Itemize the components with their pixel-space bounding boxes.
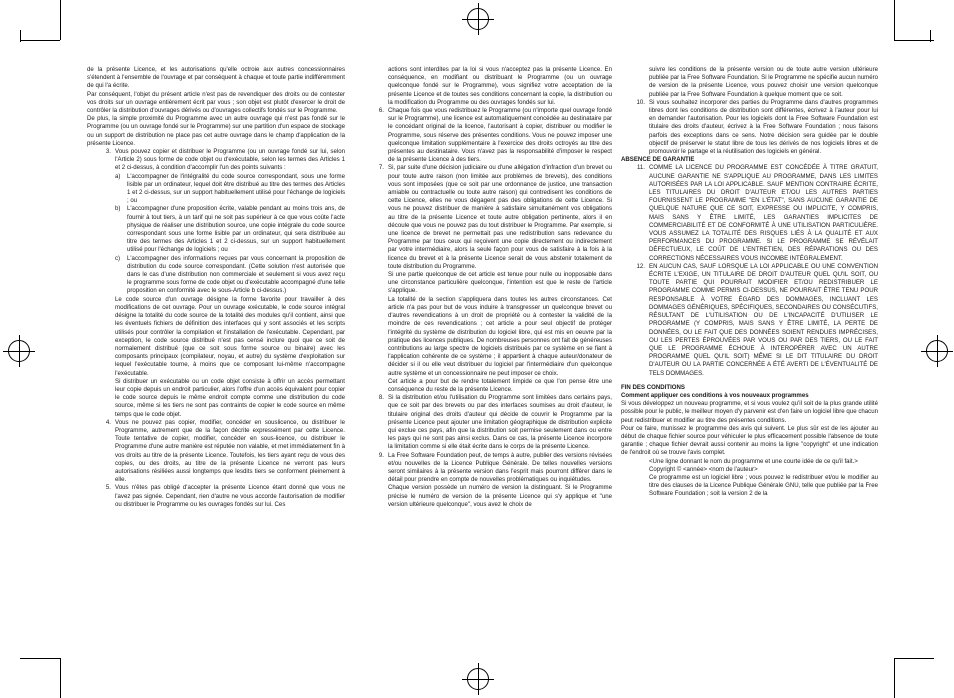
paragraph: suivre les conditions de la présente version ou de toute autre version ultérieure publiée par la Free Software Foundation. Si le Programme ne spécifie aucun numéro de version de la présente Licence, vous pouvez choisir une version quelconque publiée par la Free Software Foundation à quelque moment que ce soit. — [649, 66, 878, 98]
text-column-right — [621, 66, 878, 499]
clause-number: c) — [115, 254, 121, 262]
crop-mark — [894, 658, 895, 698]
numbered-clause — [87, 148, 345, 173]
numbered-clause — [621, 99, 878, 156]
sub-clause — [87, 205, 345, 254]
clause-text: L'accompagner de l'intégralité du code source correspondant, sous une forme lisible par un ordinateur, lequel doit être distribué au titre des termes des Articles 1 et 2 ci-dessus, sur un support habituellement utilisé pour l'échange de logiciels ; ou — [127, 172, 345, 205]
sub-clause — [87, 173, 345, 206]
paragraph: Pour ce faire, munissez le programme des avis qui suivent. Le plus sûr est de les ajouter au début de chaque fichier source pour véhiculer le plus efficacement possible l'absence de toute garantie ; chaque fichier devrait aussi contenir au moins la ligne "copyright" et une indication de l'endroit où se trouve l'avis complet. — [621, 424, 878, 457]
clause-number: 11. — [636, 164, 645, 172]
clause-text: L'accompagner d'une proposition écrite, valable pendant au moins trois ans, de fournir à tout tiers, à un tarif qui ne soit pas supérieur à ce que vous coûte l'acte physique de réaliser une distribution source, une copie intégrale du code source correspondant sous une forme lisible par un ordinateur, qui sera distribuée au titre des termes des Articles 1 et 2 ci-dessus, sur un support habituellement utilisé pour l'échange de logiciels ; ou — [127, 205, 345, 254]
paragraph: <Une ligne donnant le nom du programme et une courte idée de ce qu'il fait.> — [649, 457, 858, 465]
clause-number: 10. — [636, 98, 645, 106]
clause-number: a) — [115, 172, 121, 180]
clause-number: 8. — [378, 394, 384, 402]
section-heading: ABSENCE DE GARANTIE — [621, 156, 695, 164]
clause-number: 3. — [105, 148, 111, 156]
clause-text: Si la distribution et/ou l'utilisation du Programme sont limitées dans certains pays, que ce soit par des brevets ou par des interfaces soumises au droit d'auteur, le titulaire original des droits d'auteur qui décide de couvrir le Programme par la présente Licence peut ajouter une limitation géographique de distribution explicite qui exclue ces pays, afin que la distribution soit permise seulement dans ou entre les pays qui ne sont pas ainsi exclus. Dans ce cas, la présente Licence incorpore la limitation comme si elle était écrite dans le corps de la présente Licence. — [388, 394, 612, 451]
paragraph: Si distribuer un exécutable ou un code objet consiste à offrir un accès permettant leur copie depuis un endroit particulier, alors l'offre d'un accès équivalent pour copier le code source depuis le même endroit compte comme une distribution du code source, même si les tiers ne sont pas contraints de copier le code source en même temps que le code objet. — [115, 377, 345, 418]
numbered-clause — [621, 164, 878, 262]
crop-mark — [894, 658, 934, 659]
clause-text: La Free Software Foundation peut, de temps à autre, publier des versions révisées et/ou nouvelles de la Licence Publique Générale. De telles nouvelles versions seront similaires à la présente version dans l'esprit mais pourront différer dans le détail pour prendre en compte de nouvelles problématiques ou inquiétudes. — [388, 451, 612, 484]
numbered-clause — [360, 452, 612, 485]
crop-mark — [60, 658, 61, 698]
paragraph: Ce programme est un logiciel libre ; vous pouvez le redistribuer et/ou le modifier au titre des clauses de la Licence Publique Générale GNU, telle que publiée par la Free Software Foundation ; soit la version 2 de la — [649, 473, 878, 498]
clause-text: Vous pouvez copier et distribuer le Programme (ou un ouvrage fondé sur lui, selon l'Article 2) sous forme de code objet ou d'exécutable, selon les termes des Articles 1 et 2 ci-dessus, à condition d'accomplir l'un des points suivants : — [115, 148, 345, 172]
clause-text: L'accompagner des informations reçues par vous concernant la proposition de distribution du code source correspondant. (Cette solution n'est autorisée que dans le cas d'une distribution non commerciale et seulement si vous avez reçu le programme sous forme de code objet ou d'exécutable accompagné d'une telle proposition en conformité avec le sous-Article b ci-dessus.) — [127, 254, 345, 295]
clause-number: b) — [115, 205, 121, 213]
text-column-left — [87, 66, 345, 509]
section-heading: Comment appliquer ces conditions à vos nouveaux programmes — [621, 391, 809, 399]
clause-text: Chaque fois que vous redistribuez le Programme (ou n'importe quel ouvrage fondé sur le Programme), une licence est automatiquement concédée au destinataire par le concédant original de la licence, l'autorisant à copier, distribuer ou modifier le Programme, sous réserve des présentes conditions. Vous ne pouvez imposer une quelconque limitation supplémentaire à l'exercice des droits octroyés au titre des présentes au destinataire. Vous n'avez pas la responsabilité d'imposer le respect de la présente Licence à des tiers. — [388, 107, 612, 164]
numbered-clause — [360, 164, 612, 271]
crop-mark — [20, 30, 21, 42]
crop-mark — [60, 0, 61, 40]
crop-mark — [894, 0, 895, 40]
sub-clause — [87, 255, 345, 296]
registration-mark — [8, 340, 30, 362]
clause-number: 12. — [636, 262, 645, 270]
numbered-clause — [87, 419, 345, 485]
paragraph: Si une partie quelconque de cet article est tenue pour nulle ou inopposable dans une circonstance particulière quelconque, l'intention est que le reste de l'article s'applique. — [388, 271, 612, 295]
crop-mark — [20, 40, 60, 41]
clause-number: 9. — [378, 451, 384, 459]
paragraph: De plus, la simple proximité du Programme avec un autre ouvrage qui n'est pas fondé sur le Programme (ou un ouvrage fondé sur le Programme) sur une partition d'un espace de stockage ou un support de distribution ne place pas cet autre ouvrage dans le champ d'application de la présente Licence. — [87, 115, 345, 147]
clause-text: Vous n'êtes pas obligé d'accepter la présente Licence étant donné que vous ne l'avez pas signée. Cependant, rien d'autre ne vous accorde l'autorisation de modifier ou distribuer le Programme ou les ouvrages fondés sur lui. Ces — [115, 484, 345, 508]
clause-number: 6. — [378, 107, 384, 115]
paragraph: Le code source d'un ouvrage désigne la forme favorite pour travailler à des modifications de cet ouvrage. Pour un ouvrage exécutable, le code source intégral désigne la totalité du code source de la totalité des modules qu'il contient, ainsi que les éventuels fichiers de définition des interfaces qui y sont associés et les scripts utilisés pour contrôler la compilation et l'installation de l'exécutable. Cependant, par exception, le code source distribué n'est pas censé inclure quoi que ce soit de normalement distribué (que ce soit sous forme source ou binaire) avec les composants principaux (compilateur, noyau, et autre) du système d'exploitation sur lequel l'exécutable tourne, à moins que ce composant lui-même n'accompagne l'exécutable. — [115, 295, 345, 377]
clause-number: 4. — [105, 418, 111, 426]
crop-mark — [930, 30, 931, 42]
crop-mark — [20, 658, 60, 659]
section-heading: FIN DES CONDITIONS — [621, 383, 685, 391]
paragraph: Chaque version possède un numéro de version la distinguant. Si le Programme précise le numéro de version de la présente Licence qui s'y applique et "une version ultérieure quelconque", vous avez le choix de — [388, 484, 612, 508]
paragraph: La totalité de la section s'appliquera dans toutes les autres circonstances. Cet article n'a pas pour but de vous induire à transgresser un quelconque brevet ou d'autres revendications à un droit de propriété ou à contester la validité de la moindre de ces revendications ; cet article a pour seul objectif de protéger l'intégrité du système de distribution du logiciel libre, qui est mis en oeuvre par la pratique des licences publiques. De nombreuses personnes ont fait de généreuses contributions au large spectre de logiciels distribués par ce système en se fiant à l'application cohérente de ce système ; il appartient à chaque auteur/donateur de décider si il ou elle veut distribuer du logiciel par l'intermédiaire d'un quelconque autre système et un concessionnaire ne peut imposer ce choix. — [388, 295, 612, 377]
text-column-middle — [360, 66, 612, 509]
paragraph: Cet article a pour but de rendre totalement limpide ce que l'on pense être une conséquence du reste de la présente Licence. — [388, 377, 612, 393]
clause-text: COMME LA LICENCE DU PROGRAMME EST CONCÉDÉE À TITRE GRATUIT, AUCUNE GARANTIE NE S'APPLIQUE AU PROGRAMME, DANS LES LIMITES AUTORISÉES PAR LA LOI APPLICABLE. SAUF MENTION CONTRAIRE ÉCRITE, LES TITULAIRES DU DROIT D'AUTEUR ET/OU LES AUTRES PARTIES FOURNISSENT LE PROGRAMME "EN L'ÉTAT", SANS AUCUNE GARANTIE DE QUELQUE NATURE QUE CE SOIT, EXPRESSE OU IMPLICITE, Y COMPRIS, MAIS SANS Y ÊTRE LIMITÉ, LES GARANTIES IMPLICITES DE COMMERCIABILITÉ ET DE CONFORMITÉ À UNE UTILISATION PARTICULIÈRE. VOUS ASSUMEZ LA TOTALITÉ DES RISQUES LIÉS À LA QUALITÉ ET AUX PERFORMANCES DU PROGRAMME. SI LE PROGRAMME SE RÉVÉLAIT DÉFECTUEUX, LE COÛT DE L'ENTRETIEN, DES RÉPARATIONS OU DES CORRECTIONS NÉCESSAIRES VOUS INCOMBE INTÉGRALEMENT. — [649, 164, 878, 262]
clause-text: Vous ne pouvez pas copier, modifier, concéder en souslicence, ou distribuer le Programme, autrement que de la façon décrite expressément par cette Licence. Toute tentative de copier, modifier, concéder en sous-licence, ou distribuer le Programme d'une autre manière est réputée non valable, et met immédiatement fin à vos droits au titre de la présente Licence. Toutefois, les tiers ayant reçu de vous des copies, ou des droits, au titre de la présente Licence ne verront pas leurs autorisations résiliées aussi longtemps que lesdits tiers se conforment pleinement à elle. — [115, 418, 345, 484]
registration-mark — [467, 668, 489, 690]
registration-mark — [467, 8, 489, 30]
clause-number: 5. — [105, 484, 111, 492]
clause-text: Si vous souhaitez incorporer des parties du Programme dans d'autres programmes libres dont les conditions de distribution sont différentes, écrivez à l'auteur pour lui en demander l'autorisation. Pour les logiciels dont la Free Software Foundation est titulaire des droits d'auteur, écrivez à la Free Software Foundation ; nous faisons parfois des exceptions dans ce sens. Notre décision sera guidée par le double objectif de préserver le statut libre de tous les dérivés de nos logiciels libres et de promouvoir le partage et la réutilisation des logiciels en général. — [649, 98, 878, 156]
clause-text: EN AUCUN CAS, SAUF LORSQUE LA LOI APPLICABLE OU UNE CONVENTION ÉCRITE L'EXIGE, UN TITULAIRE DE DROIT D'AUTEUR QUEL QU'IL SOIT, OU TOUTE PARTIE QUI POURRAIT MODIFIER ET/OU REDISTRIBUER LE PROGRAMME COMME PERMIS CI-DESSUS, NE POURRAIT ÊTRE TENU POUR RESPONSABLE À VOTRE ÉGARD DES DOMMAGES, INCLUANT LES DOMMAGES GÉNÉRIQUES, SPÉCIFIQUES, SECONDAIRES OU CONSÉCUTIFS, RÉSULTANT DE L'UTILISATION OU DE L'INCAPACITÉ D'UTILISER LE PROGRAMME (Y COMPRIS, MAIS SANS Y ÊTRE LIMITÉ, LA PERTE DE DONNÉES, OU LE FAIT QUE DES DONNÉES SOIENT RENDUES IMPRÉCISES, OU LES PERTES ÉPROUVÉES PAR VOUS OU PAR DES TIERS, OU LE FAIT QUE LE PROGRAMME ÉCHOUE À INTEROPÉRER AVEC UN AUTRE PROGRAMME QUEL QU'IL SOIT) MÊME SI LE DIT TITULAIRE DU DROIT D'AUTEUR OU LA PARTIE CONCERNÉE A ÉTÉ AVERTI DE L'ÉVENTUALITÉ DE TELS DOMMAGES. — [649, 262, 878, 377]
registration-mark — [926, 340, 948, 362]
paragraph: Si vous développez un nouveau programme, et si vous voulez qu'il soit de la plus grande utilité possible pour le public, le meilleur moyen d'y parvenir est d'en faire un logiciel libre que chacun peut redistribuer et modifier au titre des présentes conditions. — [621, 400, 878, 424]
numbered-clause — [360, 394, 612, 451]
paragraph: Par conséquent, l'objet du présent article n'est pas de revendiquer des droits ou de contester vos droits sur un ouvrage entièrement écrit par vous ; son objet est plutôt d'exercer le droit de contrôler la distribution d'ouvrages dérivés ou d'ouvrages collectifs fondés sur le Programme. — [87, 90, 345, 115]
paragraph: actions sont interdites par la loi si vous n'acceptez pas la présente Licence. En conséquence, en modifiant ou distribuant le Programme (ou un ouvrage quelconque fondé sur le Programme), vous signifiez votre acceptation de la présente Licence et de toutes ses conditions concernant la copie, la distribution ou la modification du Programme ou des ouvrages fondés sur lui. — [388, 66, 612, 106]
paragraph: Copyright © <année> <nom de l'auteur> — [649, 465, 758, 473]
numbered-clause — [621, 263, 878, 378]
crop-mark — [894, 40, 934, 41]
numbered-clause — [87, 484, 345, 509]
clause-number: 7. — [378, 164, 384, 172]
paragraph: de la présente Licence, et les autorisations qu'elle octroie aux autres concessionnaires s'étendent à l'ensemble de l'ouvrage et par conséquent à chaque et toute partie indifféremment de qui l'a écrite. — [87, 66, 345, 90]
clause-text: Si, par suite d'une décision judiciaire ou d'une allégation d'infraction d'un brevet ou pour toute autre raison (non limitée aux problèmes de brevets), des conditions vous sont imposées (que ce soit par une ordonnance de justice, une transaction amiable ou contractuelle ou toute autre raison) qui contredisent les conditions de cette Licence, elles ne vous dégagent pas des obligations de cette Licence. Si vous ne pouvez distribuer de manière à satisfaire simultanément vos obligations au titre de la présente Licence et toute autre obligation pertinente, alors il en découle que vous ne pouvez pas du tout distribuer le Programme. Par exemple, si une licence de brevet ne permettait pas une redistribution sans redevance du Programme par tous ceux qui reçoivent une copie directement ou indirectement par votre intermédiaire, alors la seule façon pour vous de satisfaire à la fois à la licence du brevet et à la présente Licence serait de vous abstenir totalement de toute distribution du Programme. — [388, 164, 612, 270]
numbered-clause — [360, 107, 612, 164]
